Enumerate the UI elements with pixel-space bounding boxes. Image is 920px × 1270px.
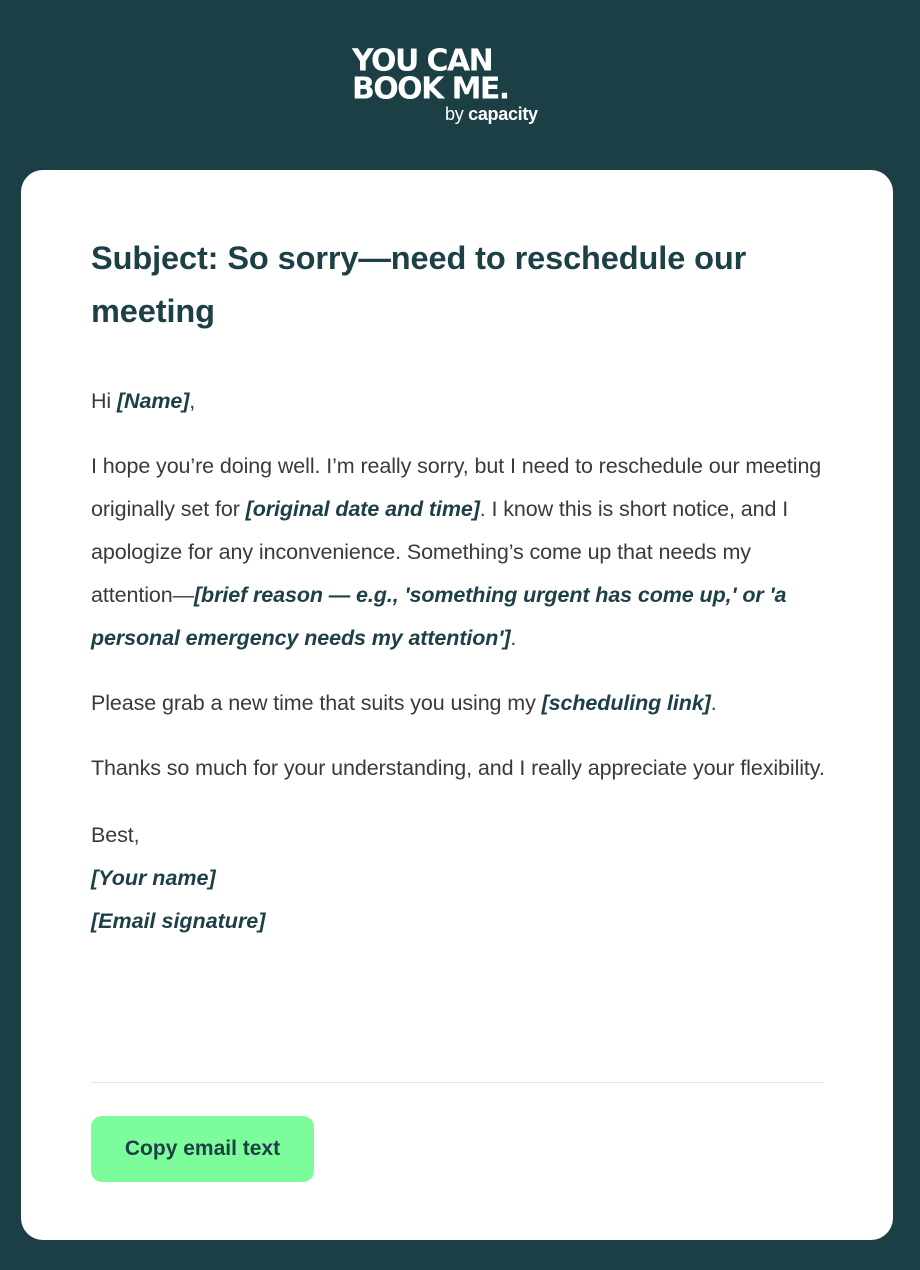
logo-line-1: YOU CAN (352, 42, 493, 79)
signature-block-placeholder: [Email signature] (91, 909, 266, 933)
body1-text-3: . (510, 626, 517, 650)
name-placeholder: [Name] (116, 389, 190, 413)
greeting-suffix: , (189, 389, 196, 413)
body2-text-1: Please grab a new time that suits you using my (91, 691, 542, 715)
email-body-paragraph-2 (91, 682, 827, 725)
divider (91, 1082, 824, 1083)
signature-name-placeholder: [Your name] (91, 866, 216, 890)
email-content (91, 232, 827, 943)
copy-email-text-button[interactable]: Copy email text (91, 1116, 314, 1182)
body1-text-1: I hope you’re doing well. I’m really sorry, but I need to reschedule our meeting originally set for (91, 454, 822, 521)
email-closing: Best, (91, 823, 140, 847)
scheduling-link-placeholder: [scheduling link] (541, 691, 711, 715)
email-body-paragraph-3: Thanks so much for your understanding, and I really appreciate your flexibility. (91, 756, 825, 780)
email-subject: Subject: So sorry—need to reschedule our meeting (91, 240, 747, 329)
body1-text-2: . I know this is short notice, and I apologize for any inconvenience. Something’s come up that needs my attention— (91, 497, 789, 607)
original-date-placeholder: [original date and time] (245, 497, 480, 521)
email-signature (91, 857, 827, 943)
brand-logo (352, 44, 572, 128)
greeting-prefix: Hi (91, 389, 117, 413)
body2-text-2: . (710, 691, 717, 715)
email-greeting (91, 380, 827, 423)
logo-byline (445, 105, 538, 123)
logo-line-2: BOOK ME. (352, 70, 509, 107)
logo-brand-name: capacity (468, 104, 538, 124)
logo-by-word: by (445, 104, 464, 124)
brief-reason-placeholder: [brief reason — e.g., 'something urgent has come up,' or 'a personal emergency needs my attention'] (91, 583, 787, 650)
email-body-paragraph-1 (91, 445, 827, 660)
email-template-card (21, 170, 893, 1240)
